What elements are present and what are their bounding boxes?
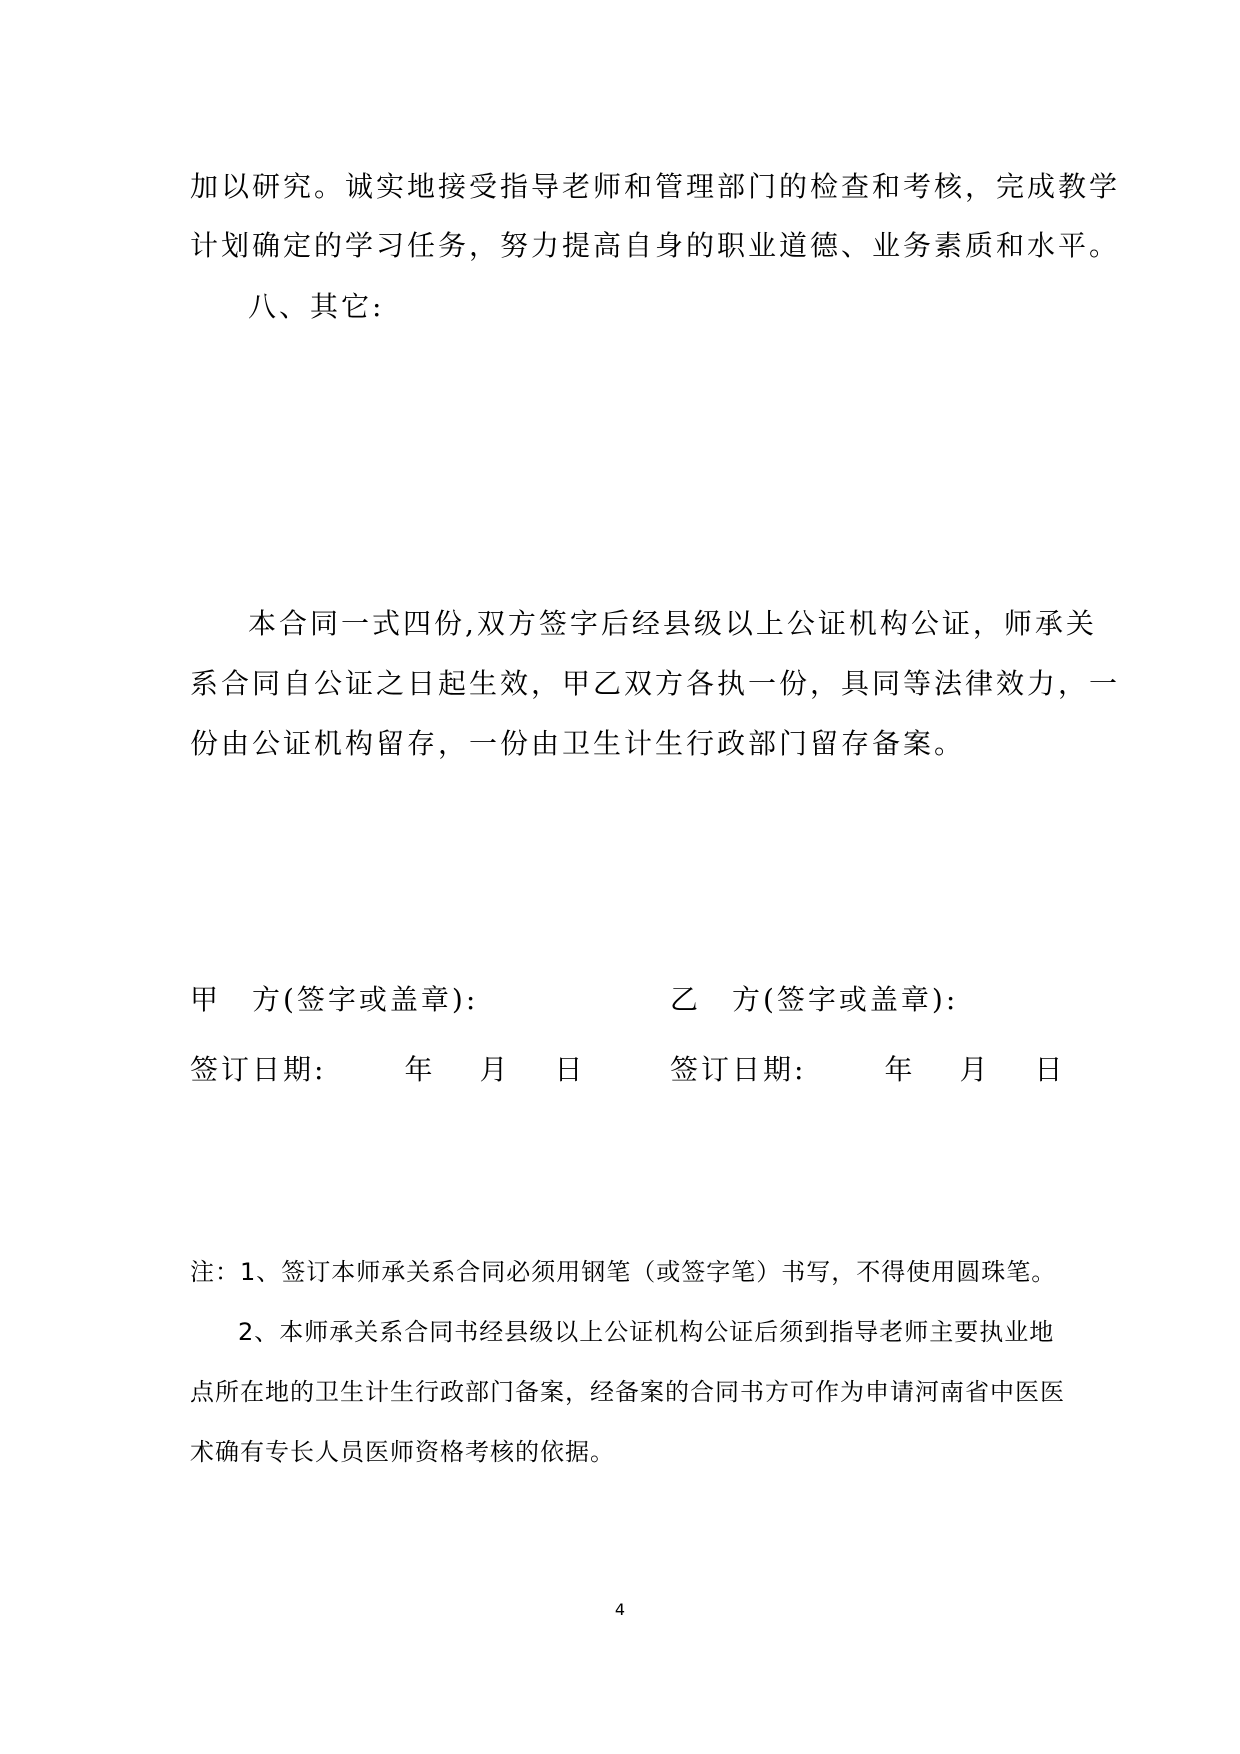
section-heading: 八、其它: bbox=[248, 290, 385, 323]
paragraph-line: 加以研究。诚实地接受指导老师和管理部门的检查和考核，完成教学 bbox=[190, 170, 1121, 203]
year-label: 年 bbox=[884, 1053, 916, 1086]
month-label: 月 bbox=[479, 1053, 511, 1086]
date-label: 签订日期: bbox=[190, 1053, 327, 1086]
date-label: 签订日期: bbox=[670, 1053, 807, 1086]
party-a-signature-label: 甲 方(签字或盖章): bbox=[190, 983, 479, 1016]
note-line: 点所在地的卫生计生行政部门备案，经备案的合同书方可作为申请河南省中医医 bbox=[190, 1378, 1065, 1406]
page-number: 4 bbox=[614, 1600, 626, 1619]
party-b-date-row bbox=[670, 1050, 1065, 1090]
paragraph-line: 本合同一式四份,双方签字后经县级以上公证机构公证，师承关 bbox=[248, 607, 1097, 640]
month-label: 月 bbox=[959, 1053, 991, 1086]
note-line: 术确有专长人员医师资格考核的依据。 bbox=[190, 1438, 615, 1466]
party-a-date-row bbox=[190, 1050, 585, 1090]
year-label: 年 bbox=[404, 1053, 436, 1086]
paragraph-line: 系合同自公证之日起生效，甲乙双方各执一份，具同等法律效力，一 bbox=[190, 667, 1121, 700]
note-line: 注：1、签订本师承关系合同必须用钢笔（或签字笔）书写，不得使用圆珠笔。 bbox=[190, 1258, 1057, 1286]
day-label: 日 bbox=[1034, 1053, 1066, 1086]
note-line: 2、本师承关系合同书经县级以上公证机构公证后须到指导老师主要执业地 bbox=[238, 1318, 1055, 1346]
paragraph-line: 计划确定的学习任务，努力提高自身的职业道德、业务素质和水平。 bbox=[190, 229, 1121, 262]
paragraph-line: 份由公证机构留存，一份由卫生计生行政部门留存备案。 bbox=[190, 727, 966, 760]
party-b-signature-label: 乙 方(签字或盖章): bbox=[670, 983, 959, 1016]
day-label: 日 bbox=[554, 1053, 586, 1086]
